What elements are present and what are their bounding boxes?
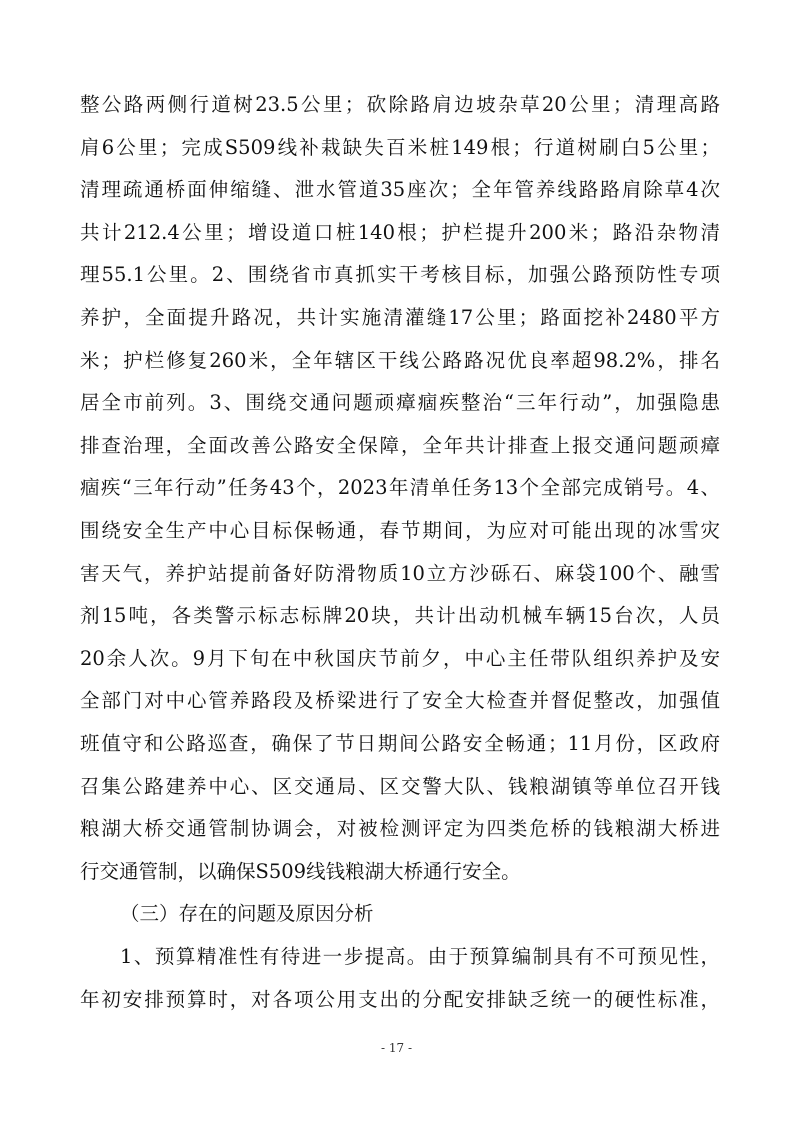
text-line: 肩6公里；完成S509线补栽缺失百米桩149根；行道树刷白5公里； xyxy=(80,136,720,159)
text-line: 整公路两侧行道树23.5公里；砍除路肩边坡杂草20公里；清理高路 xyxy=(80,93,720,116)
text-line: 理55.1公里。2、围绕省市真抓实干考核目标，加强公路预防性专项 xyxy=(80,263,720,286)
text-line: 痼疾“三年行动”任务43个，2023年清单任务13个全部完成销号。4、 xyxy=(80,476,720,499)
text-line: 召集公路建养中心、区交通局、区交警大队、钱粮湖镇等单位召开钱 xyxy=(80,775,720,798)
text-line: 1、预算精准性有待进一步提高。由于预算编制具有不可预见性， xyxy=(120,945,720,968)
text-line: 清理疏通桥面伸缩缝、泄水管道35座次；全年管养线路路肩除草4次 xyxy=(80,178,720,201)
text-line: 害天气，养护站提前备好防滑物质10立方沙砾石、麻袋100个、融雪 xyxy=(80,562,720,585)
section-heading: （三）存在的问题及原因分析 xyxy=(120,902,374,925)
text-line: 米；护栏修复260米，全年辖区干线公路路况优良率超98.2%，排名 xyxy=(80,349,720,372)
text-line: 排查治理，全面改善公路安全保障，全年共计排查上报交通问题顽瘴 xyxy=(80,434,720,457)
text-line: 共计212.4公里；增设道口桩140根；护栏提升200米；路沿杂物清 xyxy=(80,221,720,244)
text-line: 剂15吨，各类警示标志标牌20块，共计出动机械车辆15台次，人员 xyxy=(80,604,720,627)
page-number: - 17 - xyxy=(380,1041,412,1055)
text-line: 围绕安全生产中心目标保畅通，春节期间，为应对可能出现的冰雪灾 xyxy=(80,519,720,542)
text-line: 全部门对中心管养路段及桥梁进行了安全大检查并督促整改，加强值 xyxy=(80,689,720,712)
text-line: 班值守和公路巡查，确保了节日期间公路安全畅通；11月份，区政府 xyxy=(80,732,720,755)
text-line: 20余人次。9月下旬在中秋国庆节前夕，中心主任带队组织养护及安 xyxy=(80,647,720,670)
text-line: 年初安排预算时，对各项公用支出的分配安排缺乏统一的硬性标准， xyxy=(80,988,720,1011)
text-line: 粮湖大桥交通管制协调会，对被检测评定为四类危桥的钱粮湖大桥进 xyxy=(80,817,720,840)
text-line: 养护，全面提升路况，共计实施清灌缝17公里；路面挖补2480平方 xyxy=(80,306,720,329)
text-line: 行交通管制，以确保S509线钱粮湖大桥通行安全。 xyxy=(80,860,521,883)
text-line: 居全市前列。3、围绕交通问题顽瘴痼疾整治“三年行动”，加强隐患 xyxy=(80,391,720,414)
